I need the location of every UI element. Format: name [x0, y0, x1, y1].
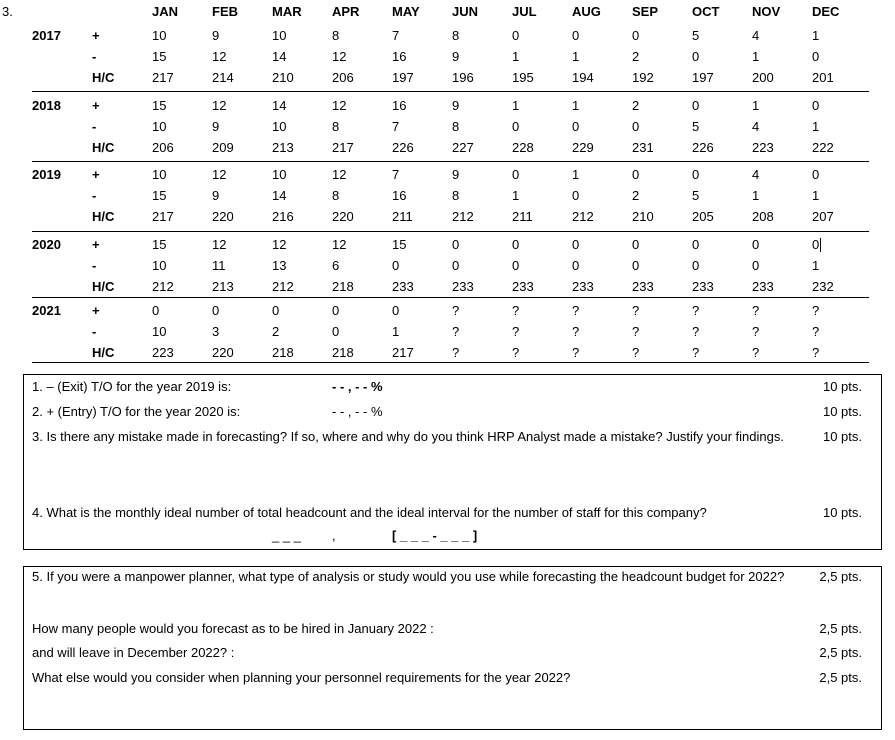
table-cell: ?: [632, 303, 640, 318]
table-cell: 195: [512, 70, 534, 85]
table-cell: 11: [212, 258, 226, 273]
table-cell: 4: [752, 28, 760, 43]
table-cell: 0: [452, 237, 460, 252]
table-cell: 2: [632, 49, 640, 64]
table-cell: 0: [572, 188, 580, 203]
table-cell: 0: [512, 237, 520, 252]
table-cell: 15: [152, 188, 167, 203]
table-cell: 1: [512, 49, 520, 64]
table-cell: ?: [572, 303, 580, 318]
table-cell: 15: [152, 49, 167, 64]
month-header: JUL: [512, 4, 537, 19]
table-cell: 0: [452, 258, 460, 273]
row-label: -: [92, 188, 97, 203]
table-cell: 194: [572, 70, 594, 85]
table-cell: 233: [632, 279, 654, 294]
table-cell: 214: [212, 70, 234, 85]
table-cell: 197: [692, 70, 714, 85]
question-8-text: What else would you consider when planning your personnel requirements for the year 2022?: [32, 670, 571, 685]
year-label: 2018: [32, 98, 61, 113]
question-5-points: 2,5 pts.: [819, 569, 862, 584]
year-label: 2019: [32, 167, 61, 182]
table-cell: 233: [692, 279, 714, 294]
table-cell: 9: [212, 28, 220, 43]
table-cell: 0: [392, 258, 400, 273]
table-cell: 12: [332, 167, 347, 182]
table-cell: ?: [632, 324, 640, 339]
table-cell: 0: [812, 167, 820, 182]
table-cell: 233: [452, 279, 474, 294]
table-cell: 10: [272, 28, 287, 43]
row-label: H/C: [92, 140, 115, 155]
table-cell: 207: [812, 209, 834, 224]
table-cell: 0: [812, 49, 820, 64]
question-2-text: 2. + (Entry) T/O for the year 2020 is:: [32, 404, 241, 419]
table-cell: 1: [572, 49, 580, 64]
table-cell: 1: [512, 188, 520, 203]
table-cell: 9: [452, 167, 460, 182]
table-cell: 8: [332, 28, 340, 43]
table-cell: 217: [152, 70, 174, 85]
table-cell: 223: [152, 345, 174, 360]
year-label: 2020: [32, 237, 61, 252]
table-cell: 210: [272, 70, 294, 85]
table-cell: ?: [692, 345, 700, 360]
table-cell: 7: [392, 167, 400, 182]
table-cell: 12: [332, 98, 347, 113]
table-cell: 1: [512, 98, 520, 113]
table-cell: ?: [692, 324, 700, 339]
table-cell: 229: [572, 140, 594, 155]
table-cell: 227: [452, 140, 474, 155]
month-header: MAR: [272, 4, 302, 19]
table-cell: 0: [692, 258, 700, 273]
table-cell: ?: [512, 324, 520, 339]
table-cell: ?: [632, 345, 640, 360]
table-cell: 0: [752, 237, 760, 252]
table-cell: 0: [332, 324, 340, 339]
row-label: H/C: [92, 279, 115, 294]
table-cell: 1: [392, 324, 400, 339]
table-cell: 5: [692, 188, 700, 203]
table-cell: 5: [692, 119, 700, 134]
table-cell: 220: [332, 209, 354, 224]
table-cell: 12: [212, 98, 227, 113]
table-cell: 218: [332, 279, 354, 294]
table-cell: 216: [272, 209, 294, 224]
table-cell: 0: [632, 237, 640, 252]
table-cell: 226: [392, 140, 414, 155]
table-cell: 0: [512, 119, 520, 134]
table-cell: ?: [452, 345, 460, 360]
question-6-points: 2,5 pts.: [819, 621, 862, 636]
table-cell: ?: [452, 303, 460, 318]
table-cell: 233: [512, 279, 534, 294]
table-cell: 9: [452, 98, 460, 113]
table-divider: [32, 362, 869, 363]
table-cell: 196: [452, 70, 474, 85]
table-cell: 228: [512, 140, 534, 155]
table-cell: 10: [272, 167, 287, 182]
table-cell: 232: [812, 279, 834, 294]
question-2-blank[interactable]: - - , - - %: [332, 404, 383, 419]
table-cell: ?: [512, 345, 520, 360]
table-cell: 12: [212, 237, 227, 252]
table-cell: 0: [692, 49, 700, 64]
table-cell: 0: [332, 303, 340, 318]
table-cell: 0: [212, 303, 220, 318]
table-cell: 208: [752, 209, 774, 224]
year-label: 2021: [32, 303, 61, 318]
table-divider: [32, 297, 869, 298]
table-cell: 231: [632, 140, 654, 155]
row-label: H/C: [92, 345, 115, 360]
table-cell: 0: [572, 237, 580, 252]
table-cell: 217: [332, 140, 354, 155]
table-cell: 197: [392, 70, 414, 85]
question-3-points: 10 pts.: [822, 429, 862, 444]
month-header: JAN: [152, 4, 179, 19]
table-cell: ?: [812, 324, 820, 339]
table-cell: 1: [812, 188, 820, 203]
table-cell: 10: [272, 119, 287, 134]
table-cell: 12: [212, 49, 227, 64]
row-label: -: [92, 119, 97, 134]
question-4-points: 10 pts.: [822, 505, 862, 520]
month-header: NOV: [752, 4, 781, 19]
month-header: AUG: [572, 4, 601, 19]
table-cell: 9: [212, 119, 220, 134]
table-cell: 8: [332, 188, 340, 203]
table-cell: ?: [452, 324, 460, 339]
table-cell: 222: [812, 140, 834, 155]
question-4-interval-blank[interactable]: [ _ _ _ - _ _ _ ]: [392, 528, 478, 543]
row-label: -: [92, 324, 97, 339]
table-cell: 0: [512, 28, 520, 43]
table-cell: 209: [212, 140, 234, 155]
questions-box-1: [23, 374, 882, 550]
table-cell: 1: [812, 28, 820, 43]
table-cell: 7: [392, 119, 400, 134]
table-cell: 0: [692, 98, 700, 113]
table-cell: 15: [392, 237, 407, 252]
row-label: H/C: [92, 70, 115, 85]
table-cell: 0: [512, 258, 520, 273]
row-label: +: [92, 28, 100, 43]
table-cell: 226: [692, 140, 714, 155]
table-cell: 3: [212, 324, 220, 339]
table-cell: 4: [752, 167, 760, 182]
table-cell: 0: [572, 28, 580, 43]
question-4-text: 4. What is the monthly ideal number of total headcount and the ideal interval for the number of staff for this company?: [32, 505, 707, 520]
table-cell: 233: [392, 279, 414, 294]
question-1-text: 1. – (Exit) T/O for the year 2019 is:: [32, 379, 232, 394]
table-cell: 205: [692, 209, 714, 224]
table-cell: 210: [632, 209, 654, 224]
table-cell: 233: [572, 279, 594, 294]
table-cell: 1: [572, 167, 580, 182]
table-cell: 12: [212, 167, 227, 182]
row-label: H/C: [92, 209, 115, 224]
month-header: APR: [332, 4, 360, 19]
table-cell: 16: [392, 98, 407, 113]
month-header: JUN: [452, 4, 479, 19]
table-cell: 15: [152, 237, 167, 252]
table-cell: ?: [572, 345, 580, 360]
table-cell: 212: [452, 209, 474, 224]
question-5-text: 5. If you were a manpower planner, what type of analysis or study would you use while forecasting the headcount budget for 2022?: [32, 569, 785, 584]
table-cell: 0: [812, 98, 820, 113]
question-2-points: 10 pts.: [822, 404, 862, 419]
table-cell: ?: [812, 345, 820, 360]
month-header: OCT: [692, 4, 720, 19]
table-cell: 1: [812, 258, 820, 273]
table-cell: 6: [332, 258, 340, 273]
question-8-points: 2,5 pts.: [819, 670, 862, 685]
table-cell: ?: [752, 303, 760, 318]
table-cell: 10: [152, 167, 167, 182]
table-cell: 8: [452, 119, 460, 134]
question-4-separator: ,: [332, 528, 336, 543]
month-header: MAY: [392, 4, 420, 19]
table-cell: 218: [272, 345, 294, 360]
table-cell: 0: [512, 167, 520, 182]
table-cell: 0: [632, 119, 640, 134]
table-cell: 0: [812, 237, 820, 252]
row-label: -: [92, 49, 97, 64]
table-cell: 13: [272, 258, 287, 273]
table-cell: 9: [452, 49, 460, 64]
table-cell: 9: [212, 188, 220, 203]
row-label: -: [92, 258, 97, 273]
question-4-value-blank[interactable]: _ _ _: [272, 528, 301, 543]
table-cell: 8: [452, 188, 460, 203]
table-cell: 12: [332, 49, 347, 64]
table-divider: [32, 91, 869, 92]
table-cell: ?: [692, 303, 700, 318]
table-cell: 1: [812, 119, 820, 134]
table-cell: 212: [152, 279, 174, 294]
table-cell: 16: [392, 188, 407, 203]
table-cell: 217: [392, 345, 414, 360]
table-cell: 5: [692, 28, 700, 43]
question-7-points: 2,5 pts.: [819, 645, 862, 660]
table-cell: 213: [272, 140, 294, 155]
row-label: +: [92, 98, 100, 113]
table-cell: 0: [152, 303, 160, 318]
table-cell: 220: [212, 345, 234, 360]
text-cursor: [820, 238, 821, 252]
table-cell: 0: [632, 167, 640, 182]
table-cell: 8: [332, 119, 340, 134]
table-cell: 1: [752, 49, 760, 64]
table-cell: 12: [272, 237, 287, 252]
table-cell: 212: [272, 279, 294, 294]
table-cell: 220: [212, 209, 234, 224]
table-cell: 192: [632, 70, 654, 85]
row-label: +: [92, 167, 100, 182]
question-number: 3.: [2, 4, 13, 19]
table-cell: 206: [332, 70, 354, 85]
table-cell: ?: [752, 345, 760, 360]
table-cell: 14: [272, 49, 287, 64]
table-cell: ?: [512, 303, 520, 318]
table-cell: ?: [572, 324, 580, 339]
table-cell: 217: [152, 209, 174, 224]
table-cell: 10: [152, 119, 167, 134]
table-cell: 213: [212, 279, 234, 294]
table-cell: 0: [692, 167, 700, 182]
table-cell: 4: [752, 119, 760, 134]
table-cell: 12: [332, 237, 347, 252]
month-header: SEP: [632, 4, 659, 19]
table-cell: 0: [392, 303, 400, 318]
table-cell: ?: [812, 303, 820, 318]
table-cell: 0: [752, 258, 760, 273]
table-cell: 0: [572, 119, 580, 134]
table-cell: 0: [692, 237, 700, 252]
table-cell: 2: [632, 188, 640, 203]
table-cell: 0: [572, 258, 580, 273]
question-7-text: and will leave in December 2022? :: [32, 645, 235, 660]
year-label: 2017: [32, 28, 61, 43]
table-cell: 1: [752, 98, 760, 113]
table-cell: 10: [152, 258, 167, 273]
table-cell: 10: [152, 28, 167, 43]
table-cell: 0: [632, 28, 640, 43]
table-cell: 1: [752, 188, 760, 203]
table-cell: 8: [452, 28, 460, 43]
table-cell: 0: [632, 258, 640, 273]
table-divider: [32, 231, 869, 232]
table-cell: 10: [152, 324, 167, 339]
table-cell: 1: [572, 98, 580, 113]
table-cell: 212: [572, 209, 594, 224]
table-cell: 201: [812, 70, 834, 85]
table-cell: 206: [152, 140, 174, 155]
table-cell: 16: [392, 49, 407, 64]
question-1-points: 10 pts.: [822, 379, 862, 394]
table-cell: 14: [272, 188, 287, 203]
table-cell: 233: [752, 279, 774, 294]
table-cell: 218: [332, 345, 354, 360]
table-cell: 0: [272, 303, 280, 318]
table-cell: 15: [152, 98, 167, 113]
question-6-text: How many people would you forecast as to be hired in January 2022 :: [32, 621, 434, 636]
table-cell: 211: [392, 209, 413, 224]
row-label: +: [92, 303, 100, 318]
table-cell: 7: [392, 28, 400, 43]
table-divider: [32, 161, 869, 162]
table-cell: ?: [752, 324, 760, 339]
question-1-blank[interactable]: - - , - - %: [332, 379, 383, 394]
question-3-text: 3. Is there any mistake made in forecasting? If so, where and why do you think HRP Analyst made a mistake? Justify your findings.: [32, 429, 784, 444]
table-cell: 200: [752, 70, 774, 85]
row-label: +: [92, 237, 100, 252]
month-header: FEB: [212, 4, 238, 19]
table-cell: 14: [272, 98, 287, 113]
table-cell: 2: [632, 98, 640, 113]
month-header: DEC: [812, 4, 840, 19]
table-cell: 2: [272, 324, 280, 339]
table-cell: 211: [512, 209, 533, 224]
table-cell: 223: [752, 140, 774, 155]
